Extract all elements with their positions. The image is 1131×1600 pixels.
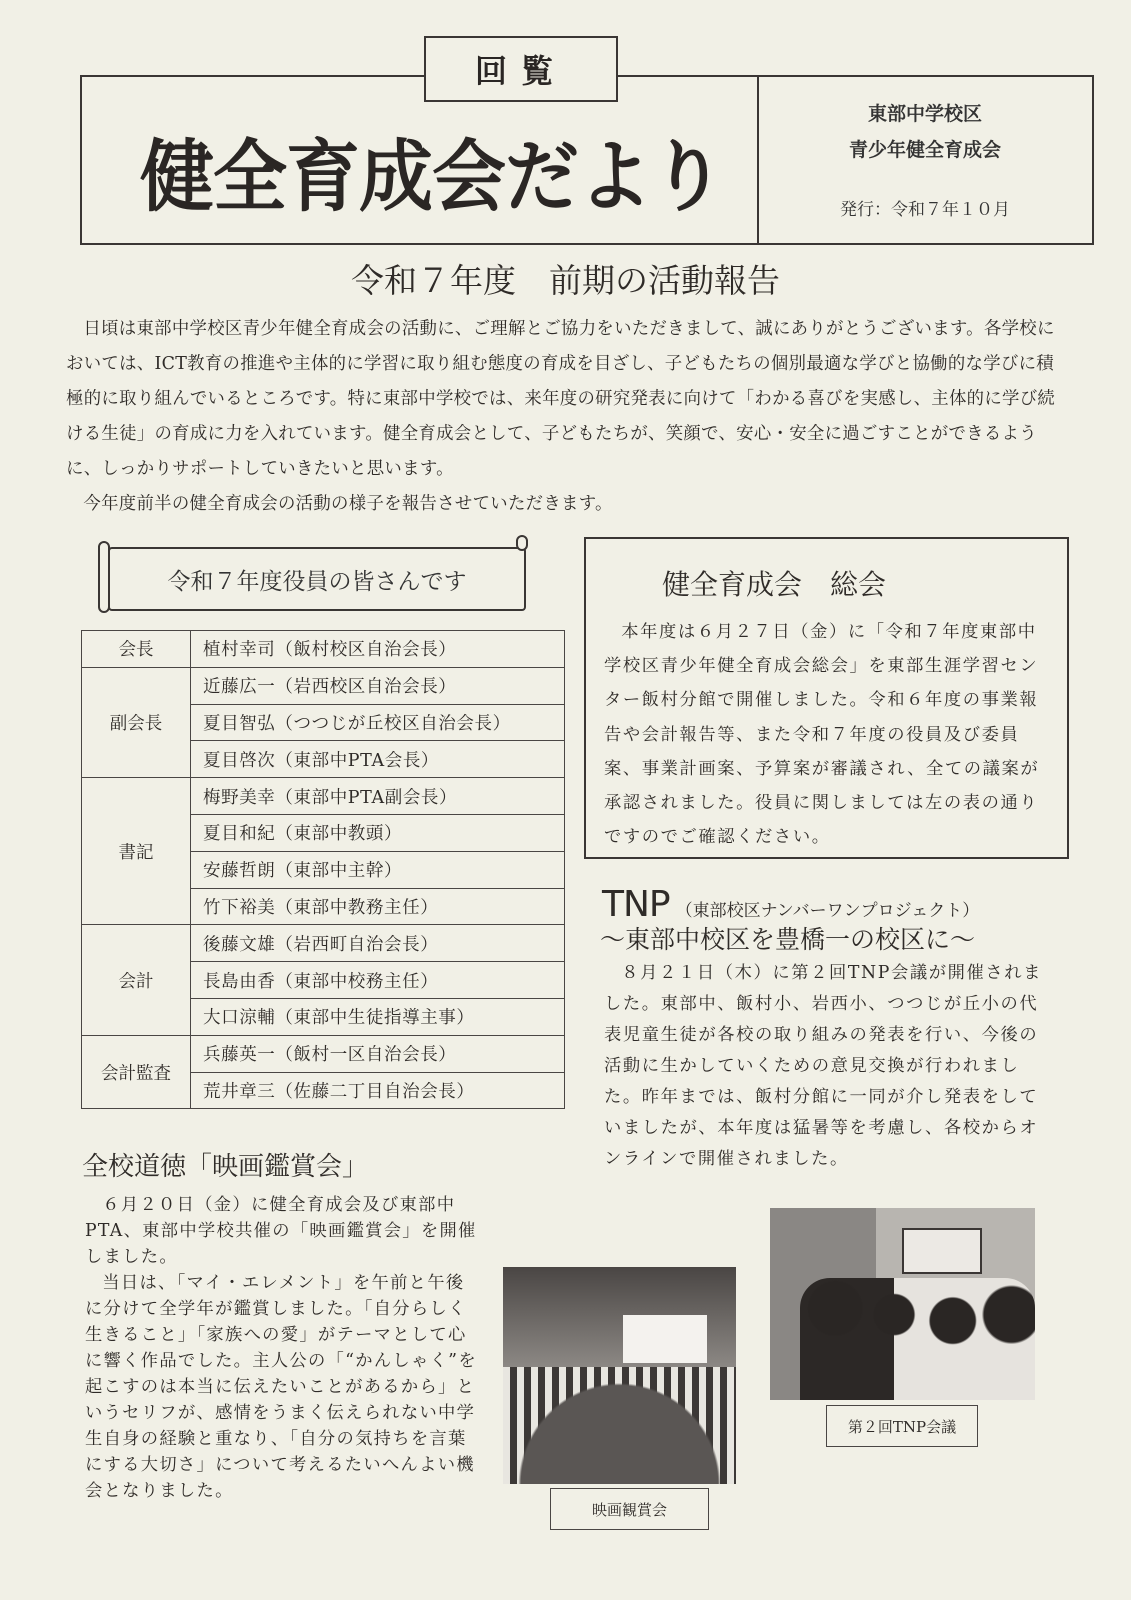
member-cell: 荒井章三（佐藤二丁目自治会長）	[191, 1072, 565, 1109]
member-cell: 夏目和紀（東部中教頭）	[191, 814, 565, 851]
table-row	[82, 778, 565, 815]
member-cell: 安藤哲朗（東部中主幹）	[191, 851, 565, 888]
tnp-photo-caption: 第２回TNP会議	[826, 1405, 978, 1447]
monitor	[902, 1228, 982, 1274]
movie-paragraph-2: 当日は、「マイ・エレメント」を午前と午後に分けて全学年が鑑賞しました。「自分らしく生きること」「家族への愛」がテーマとして心に響く作品でした。主人公の「“かんしゃく”を起こすのは本当に伝えたいことがあるから」というセリフが、感情をうまく伝えられない中学生自身の経験と重なり、「自分の気持ちを言葉にする大切さ」について考えるたいへんよい機会となりました。	[85, 1273, 477, 1501]
assembly-paragraph: 本年度は６月２７日（金）に「令和７年度東部中学校区青少年健全育成会総会」を東部生涯学習センター飯村分館で開催しました。令和６年度の事業報告や会計報告等、また令和７年度の役員及び委員案、事業計画案、予算案が審議され、全ての議案が承認されました。役員に関しましては左の表の通りですのでご確認ください。	[604, 622, 1040, 848]
table-row	[82, 667, 565, 704]
member-cell: 竹下裕美（東部中教務主任）	[191, 888, 565, 925]
intro-paragraph-1: 日頃は東部中学校区青少年健全育成会の活動に、ご理解とご協力をいただきまして、誠にありがとうございます。各学校においては、ICT教育の推進や主体的に学習に取り組む態度の育成を目ざし、子どもたちの個別最適な学びと協働的な学びに積極的に取り組んでいるところです。特に東部中学校では、来年度の研究発表に向けて「わかる喜びを実感し、主体的に学び続ける生徒」の育成に力を入れています。健全育成会として、子どもたちが、笑顔で、安心・安全に過ごすことができるように、しっかりサポートしていきたいと思います。	[66, 319, 1056, 479]
officers-banner	[96, 535, 528, 613]
role-cell: 会計監査	[82, 1035, 191, 1109]
officers-table	[81, 630, 565, 1109]
organization-line-2: 青少年健全育成会	[848, 139, 1001, 161]
tnp-body	[604, 958, 1054, 1175]
role-cell: 会長	[82, 631, 191, 668]
member-cell: 梅野美幸（東部中PTA副会長）	[191, 778, 565, 815]
intro-text	[66, 312, 1056, 522]
movie-photo-caption: 映画観賞会	[550, 1488, 709, 1530]
role-cell: 会計	[82, 925, 191, 1035]
assembly-body	[604, 615, 1054, 854]
section-title: 令和７年度 前期の活動報告	[351, 261, 780, 300]
role-cell: 書記	[82, 778, 191, 925]
table-row	[82, 925, 565, 962]
member-cell: 兵藤英一（飯村一区自治会長）	[191, 1035, 565, 1072]
tnp-paragraph: ８月２１日（木）に第２回TNP会議が開催されました。東部中、飯村小、岩西小、つつじが丘小の代表児童生徒が各校の取り組みの発表を行い、今後の活動に生かしていくための意見交換が行われました。昨年までは、飯村分館に一同が介し発表をしていましたが、本年度は猛暑等を考慮し、各校からオンラインで開催されました。	[604, 963, 1042, 1169]
table-row	[82, 631, 565, 668]
role-cell: 副会長	[82, 667, 191, 777]
organization-name	[760, 96, 1090, 168]
projection-screen	[623, 1315, 707, 1363]
movie-paragraph-1: ６月２０日（金）に健全育成会及び東部中PTA、東部中学校共催の「映画鑑賞会」を開催しました。	[85, 1195, 477, 1267]
tnp-acronym: TNP	[602, 884, 670, 925]
tnp-slogan: ～東部中校区を豊橋一の校区に～	[600, 925, 976, 954]
participants	[800, 1278, 1035, 1400]
officers-banner-title: 令和７年度役員の皆さんです	[167, 568, 467, 595]
member-cell: 後藤文雄（岩西町自治会長）	[191, 925, 565, 962]
member-cell: 大口涼輔（東部中生徒指導主事）	[191, 998, 565, 1035]
member-cell: 夏目智弘（つつじが丘校区自治会長）	[191, 704, 565, 741]
tnp-heading	[602, 884, 979, 925]
member-cell: 夏目啓次（東部中PTA会長）	[191, 741, 565, 778]
movie-body	[85, 1192, 480, 1504]
movie-screening-photo	[503, 1267, 736, 1484]
intro-paragraph-2: 今年度前半の健全育成会の活動の様子を報告させていただきます。	[83, 494, 613, 514]
circulation-label: 回覧	[424, 36, 618, 102]
newsletter-title: 健全育成会だより	[140, 132, 724, 223]
member-cell: 植村幸司（飯村校区自治会長）	[191, 631, 565, 668]
organization-line-1: 東部中学校区	[867, 103, 982, 125]
assembly-title: 健全育成会 総会	[662, 568, 887, 601]
masthead-divider	[757, 77, 759, 243]
member-cell: 長島由香（東部中校務主任）	[191, 962, 565, 999]
tnp-meeting-photo	[770, 1208, 1035, 1400]
member-cell: 近藤広一（岩西校区自治会長）	[191, 667, 565, 704]
tnp-full-name: （東部校区ナンバーワンプロジェクト）	[675, 901, 980, 921]
assembly-box	[584, 537, 1069, 859]
movie-title: 全校道徳「映画鑑賞会」	[82, 1152, 369, 1182]
table-row	[82, 1035, 565, 1072]
issue-date: 発行：令和７年１０月	[840, 200, 1010, 220]
